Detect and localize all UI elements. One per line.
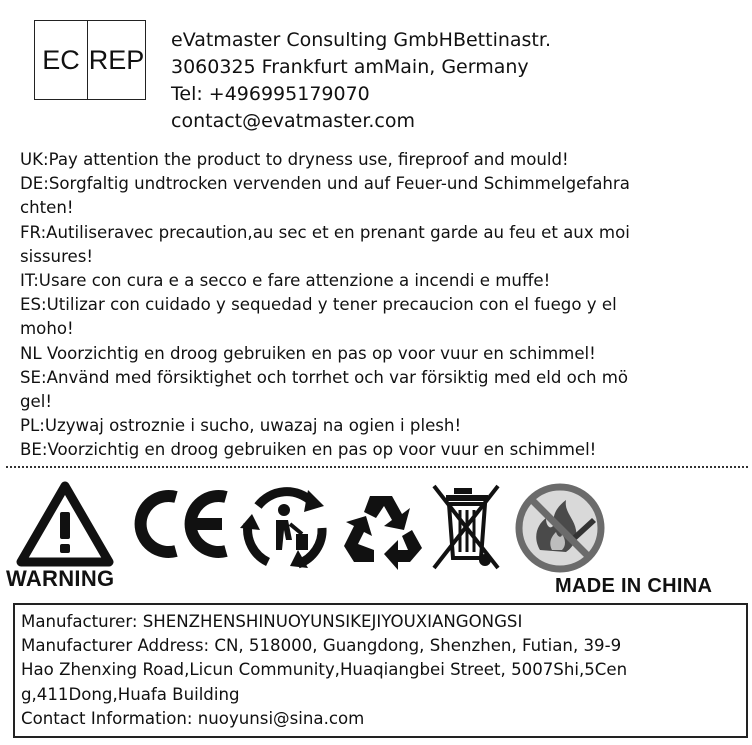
warning-line: SE:Använd med försiktighet och torrhet och var försiktig med eld och mö <box>20 367 629 387</box>
warning-line: IT:Usare con cura e a secco e fare attenzione a incendi e muffe! <box>20 271 551 291</box>
warning-line: ES:Utilizar con cuidado y sequedad y tener precaucion con el fuego y el <box>20 295 617 315</box>
warning-line: PL:Uzywaj ostroznie i sucho, uwazaj na ogien i plesh! <box>20 416 462 436</box>
multilingual-warnings <box>20 148 740 463</box>
warning-line: chten! <box>20 198 74 218</box>
warning-line: gel! <box>20 392 53 412</box>
tidyman-recycle-icon <box>238 484 332 572</box>
authorized-representative-address <box>171 27 551 135</box>
recycle-arrows-icon <box>340 486 426 574</box>
rep-line-2: 3060325 Frankfurt amMain, Germany <box>171 56 529 78</box>
manufacturer-address-line-2: Hao Zhenxing Road,Licun Community,Huaqiangbei Street, 5007Shi,5Cen <box>21 660 628 680</box>
warning-label: WARNING <box>6 566 115 591</box>
rep-line-1: eVatmaster Consulting GmbHBettinastr. <box>171 29 551 51</box>
warning-line: moho! <box>20 319 74 339</box>
warning-line: FR:Autiliseravec precaution,au sec et en prenant garde au feu et aux moi <box>20 222 630 242</box>
ec-rep-right: REP <box>88 44 145 75</box>
warning-line: BE:Voorzichtig en droog gebruiken en pas op voor vuur en schimmel! <box>20 440 597 460</box>
warning-line: DE:Sorgfaltig undtrocken vervenden und auf Feuer-und Schimmelgefahra <box>20 174 630 194</box>
ec-rep-left: EC <box>35 21 88 99</box>
manufacturer-box <box>13 603 748 738</box>
manufacturer-address-line-1: Manufacturer Address: CN, 518000, Guangdong, Shenzhen, Futian, 39-9 <box>21 636 622 656</box>
warning-line: UK:Pay attention the product to dryness use, fireproof and mould! <box>20 150 569 169</box>
manufacturer-address-line-3: g,411Dong,Huafa Building <box>21 684 240 704</box>
no-fire-icon <box>508 482 612 574</box>
ec-rep-symbol <box>34 20 146 100</box>
made-in-label: MADE IN CHINA <box>555 575 713 597</box>
warning-triangle-icon <box>14 478 116 570</box>
warning-line: sissures! <box>20 246 94 266</box>
crossed-out-bin-icon <box>432 484 502 572</box>
rep-line-4: contact@evatmaster.com <box>171 110 416 132</box>
ce-mark-icon <box>130 487 234 561</box>
warning-line: NL Voorzichtig en droog gebruiken en pas op voor vuur en schimmel! <box>20 343 596 363</box>
manufacturer-name: Manufacturer: SHENZHENSHINUOYUNSIKEJIYOUXIANGONGSI <box>21 612 523 631</box>
manufacturer-contact: Contact Information: nuoyunsi@sina.com <box>21 708 365 728</box>
rep-line-3: Tel: +496995179070 <box>171 83 370 105</box>
dotted-divider <box>6 466 748 468</box>
